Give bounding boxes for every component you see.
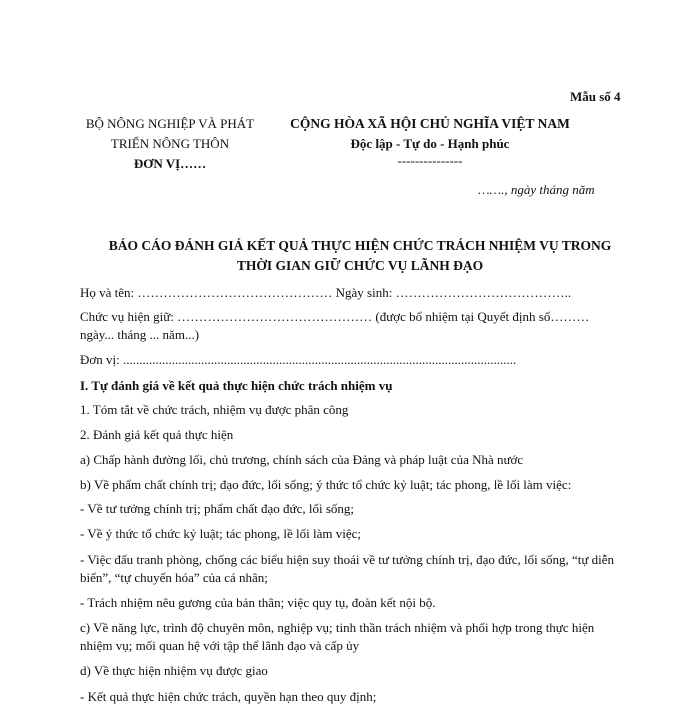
country-motto: Độc lập - Tự do - Hạnh phúc	[350, 136, 510, 151]
header-divider: ---------------	[397, 153, 463, 168]
item-1: 1. Tóm tắt về chức trách, nhiệm vụ được phân công	[80, 402, 349, 417]
position-field: Chức vụ hiện giữ: ……………………………………… (được bổ nhiệm tại Quyết định số……… ngày... tháng ... năm...)	[80, 309, 590, 342]
document-title	[60, 236, 660, 276]
date-line: ……., ngày tháng năm	[478, 182, 595, 197]
item-b: b) Về phẩm chất chính trị; đạo đức, lối sống; ý thức tổ chức kỷ luật; tác phong, lề lối làm việc:	[80, 477, 572, 492]
title-line1: BÁO CÁO ĐÁNH GIÁ KẾT QUẢ THỰC HIỆN CHỨC TRÁCH NHIỆM VỤ TRONG	[108, 238, 612, 253]
form-number: Mẫu số 4	[570, 89, 621, 104]
item-b3: - Việc đấu tranh phòng, chống các biểu hiện suy thoái về tư tưởng chính trị, đạo đức, lối sống, “tự diễn biến”, “tự chuyển hóa” của cá nhân;	[80, 552, 615, 585]
agency-header	[60, 114, 280, 174]
name-dob-field: Họ và tên: ……………………………………… Ngày sinh: …………………………………..	[80, 285, 572, 300]
item-b4: - Trách nhiệm nêu gương của bản thân; việc quy tụ, đoàn kết nội bộ.	[80, 595, 436, 610]
item-c: c) Về năng lực, trình độ chuyên môn, nghiệp vụ; tinh thần trách nhiệm và phối hợp trong thực hiện nhiệm vụ; mối quan hệ với tập thể lãnh đạo và cấp ủy	[80, 620, 595, 653]
item-a: a) Chấp hành đường lối, chủ trương, chính sách của Đảng và pháp luật của Nhà nước	[80, 452, 524, 467]
item-d: d) Về thực hiện nhiệm vụ được giao	[80, 663, 268, 678]
unit-field: Đơn vị: .........................................................................................................................	[80, 352, 517, 367]
item-b2: - Về ý thức tổ chức kỷ luật; tác phong, lề lối làm việc;	[80, 526, 361, 541]
country-name: CỘNG HÒA XÃ HỘI CHỦ NGHĨA VIỆT NAM	[290, 116, 570, 131]
item-b1: - Về tư tưởng chính trị; phẩm chất đạo đức, lối sống;	[80, 501, 355, 516]
agency-name-line1: BỘ NÔNG NGHIỆP VÀ PHÁT	[85, 116, 255, 131]
section-1-title: I. Tự đánh giá về kết quả thực hiện chức trách nhiệm vụ	[80, 378, 393, 393]
agency-name-line2: TRIỂN NÔNG THÔN	[110, 136, 230, 151]
unit-name: ĐƠN VỊ……	[133, 156, 207, 171]
item-d1: - Kết quả thực hiện chức trách, quyền hạn theo quy định;	[80, 689, 377, 704]
item-2: 2. Đánh giá kết quả thực hiện	[80, 427, 234, 442]
national-header	[270, 114, 590, 168]
title-line2: THỜI GIAN GIỮ CHỨC VỤ LÃNH ĐẠO	[236, 258, 484, 273]
